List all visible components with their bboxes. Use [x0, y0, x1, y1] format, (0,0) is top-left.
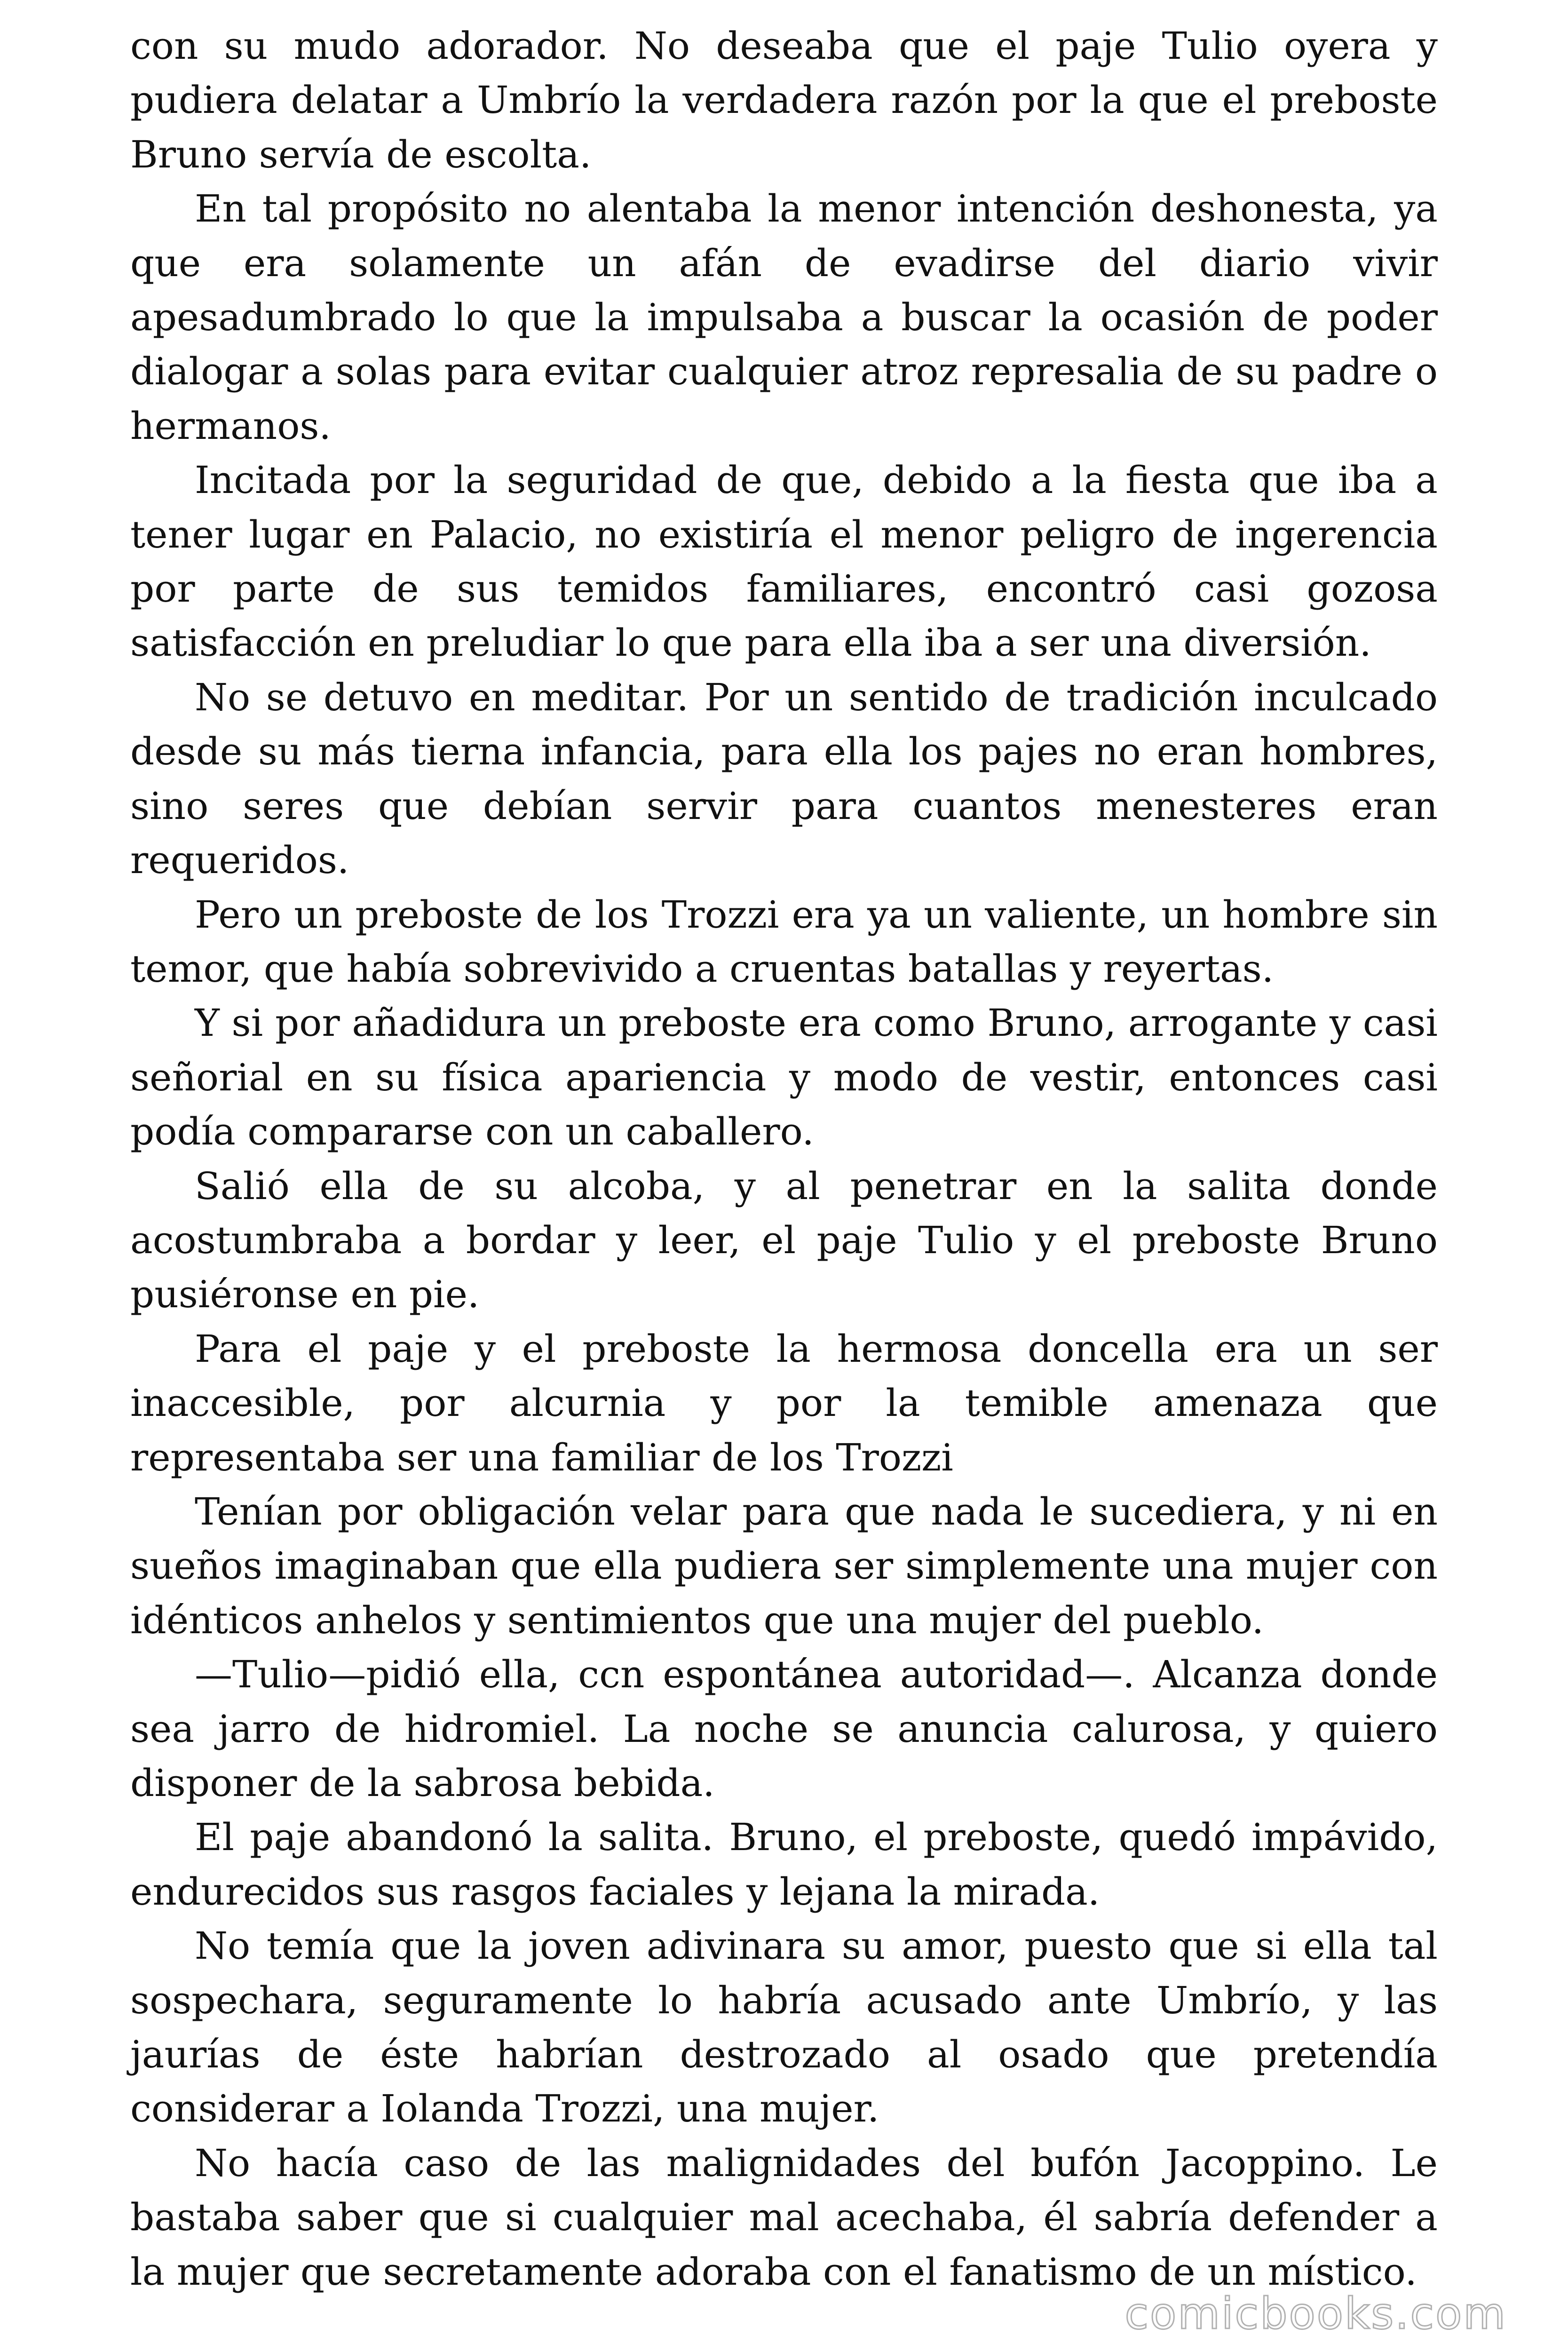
paragraph-9: Tenían por obligación velar para que nada le sucediera, y ni en sueños imaginaban que ella pudiera ser simplemente una mujer con idénticos anhelos y sentimientos que una mujer del pueblo.: [130, 1489, 1438, 1642]
paragraph-5: Pero un preboste de los Trozzi era ya un valiente, un hombre sin temor, que había sobrevivido a cruentas batallas y reyertas.: [130, 892, 1438, 991]
paragraph-6: Y si por añadidura un preboste era como Bruno, arrogante y casi señorial en su física apariencia y modo de vestir, entonces casi podía compararse con un caballero.: [130, 1001, 1438, 1154]
paragraph-11: El paje abandonó la salita. Bruno, el preboste, quedó impávido, endurecidos sus rasgos faciales y lejana la mirada.: [130, 1815, 1438, 1914]
paragraph-4: No se detuvo en meditar. Por un sentido de tradición inculcado desde su más tierna infancia, para ella los pajes no eran hombres, sino seres que debían servir para cuantos menesteres eran requeridos.: [130, 675, 1438, 882]
paragraph-8: Para el paje y el preboste la hermosa doncella era un ser inaccesible, por alcurnia y por la temible amenaza que representaba ser una familiar de los Trozzi: [130, 1327, 1438, 1479]
book-page-text: [130, 19, 1438, 2299]
paragraph-10: —Tulio—pidió ella, ccn espontánea autoridad—. Alcanza donde sea jarro de hidromiel. La noche se anuncia calurosa, y quiero disponer de la sabrosa bebida.: [130, 1653, 1438, 1805]
paragraph-13: No hacía caso de las malignidades del bufón Jacoppino. Le bastaba saber que si cualquier mal acechaba, él sabría defender a la mujer que secretamente adoraba con el fanatismo de un místico.: [130, 2141, 1438, 2294]
paragraph-12: No temía que la joven adivinara su amor, puesto que si ella tal sospechara, seguramente lo habría acusado ante Umbrío, y las jaurías de éste habrían destrozado al osado que pretendía considerar a Iolanda Trozzi, una mujer.: [130, 1924, 1438, 2131]
paragraph-1: con su mudo adorador. No deseaba que el paje Tulio oyera y pudiera delatar a Umbrío la verdadera razón por la que el preboste Bruno servía de escolta.: [130, 24, 1438, 176]
paragraph-2: En tal propósito no alentaba la menor intención deshonesta, ya que era solamente un afán de evadirse del diario vivir apesadumbrado lo que la impulsaba a buscar la ocasión de poder dialogar a solas para evitar cualquier atroz represalia de su padre o hermanos.: [130, 187, 1438, 448]
paragraph-3: Incitada por la seguridad de que, debido a la fiesta que iba a tener lugar en Palacio, no existiría el menor peligro de ingerencia por parte de sus temidos familiares, encontró casi gozosa satisfacción en preludiar lo que para ella iba a ser una diversión.: [130, 458, 1438, 665]
watermark: comicbooks.com: [1125, 2288, 1507, 2339]
paragraph-7: Salió ella de su alcoba, y al penetrar en la salita donde acostumbraba a bordar y leer, el paje Tulio y el preboste Bruno pusiéronse en pie.: [130, 1164, 1438, 1317]
